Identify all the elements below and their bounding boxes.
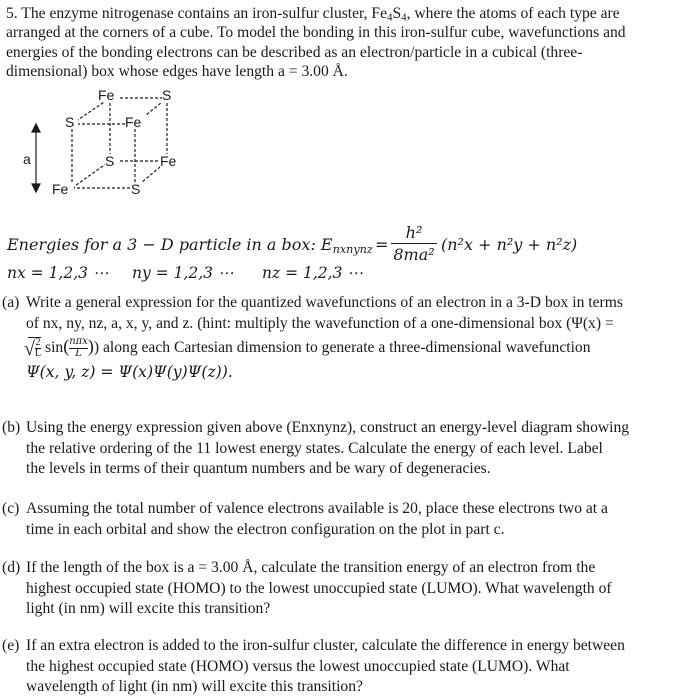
atom-label-s-top-back-right: S	[162, 87, 172, 103]
part-e	[2, 636, 692, 698]
energy-equals: =	[375, 235, 389, 254]
quantum-number-ranges	[7, 264, 363, 282]
edge-length-label: a	[23, 151, 31, 167]
atom-label-s-bottom-back-left: S	[105, 153, 115, 169]
part-d-text-1: If the length of the box is a = 3.00 Å, calculate the transition energy of an electron from the	[26, 559, 596, 576]
nz-range: nz = 1,2,3 ⋯	[262, 264, 363, 282]
atom-label-fe-bottom-back-right: Fe	[160, 153, 177, 169]
energy-fraction	[391, 223, 437, 264]
intro-text-1: 5. The enzyme nitrogenase contains an iron-sulfur cluster, Fe	[6, 5, 388, 22]
atom-label-s-bottom-front-right: S	[131, 181, 141, 197]
sqrt-expression	[28, 337, 41, 360]
part-b-line-3: the levels in terms of their quantum numbers and be wary of degeneracies.	[26, 460, 491, 477]
intro-line-4: dimensional) box whose edges have length a = 3.00 Å.	[6, 63, 348, 81]
energy-subscript: nxnynz	[332, 242, 373, 256]
part-e-text-1: If an extra electron is added to the iron-sulfur cluster, calculate the difference in energy between	[26, 637, 625, 654]
part-b-line-2: the relative ordering of the 11 lowest energy states. Calculate the energy of each level. Label	[26, 439, 603, 457]
part-b-text-1: Using the energy expression given above (Enxnynz), construct an energy-level diagram showing	[26, 419, 630, 436]
nx-range: nx = 1,2,3 ⋯	[7, 264, 109, 282]
intro-line-3: energies of the bonding electrons can be described as an electron/particle in a cubical (three-	[6, 43, 583, 61]
part-d-line-3: light (in nm) will excite this transition?	[26, 600, 271, 617]
part-a-text-3: ) along each Cartesian dimension to generate a three-dimensional wavefunction	[93, 339, 591, 356]
intro-text-1-end: , where the atoms of each type are	[406, 5, 620, 22]
part-d-label: (d)	[2, 559, 21, 576]
part-a-line-3: √ $\frac{2}{L} \sin$( nπx L )) along each Cartesian dimension to generate a three-dimensional wavefunction	[2, 334, 692, 362]
problem-intro	[6, 4, 694, 82]
sin-argument-denominator: L	[75, 347, 82, 359]
part-a-text-1: Write a general expression for the quantized wavefunctions of an electron in a 3-D box in terms	[26, 294, 623, 311]
atom-label-s-top-front-left: S	[65, 114, 75, 130]
part-d-line-1	[2, 558, 692, 579]
part-e-line-2: the highest occupied state (HOMO) versus the lowest unoccupied state (LUMO). What	[26, 657, 570, 675]
sin-argument	[69, 337, 88, 359]
intro-line-2: arranged at the corners of a cube. To model the bonding in this iron-sulfur cube, wavefunctions and	[6, 24, 626, 42]
part-d-line-2: highest occupied state (HOMO) to the lowest unoccupied state (LUMO). What wavelength of	[26, 579, 612, 597]
part-a	[2, 293, 692, 382]
part-e-line-3: wavelength of light (in nm) will excite this transition?	[26, 678, 363, 695]
iron-sulfur-cube-diagram	[20, 84, 220, 214]
energy-denominator: 8ma²	[393, 245, 435, 264]
part-d	[2, 558, 692, 620]
part-a-label: (a)	[2, 294, 20, 311]
part-b-label: (b)	[2, 419, 21, 436]
arrow-head-up-icon	[32, 124, 40, 132]
fe-subscript: 4	[387, 11, 393, 24]
part-a-line-2: of nx, ny, nz, a, x, y, and z. (hint: multiply the wavefunction of a one-dimensional box (Ψ(x) =	[26, 314, 614, 332]
sqrt-numerator: √ 2	[35, 336, 41, 348]
part-c-label: (c)	[2, 500, 20, 517]
intro-line-1	[6, 4, 694, 23]
sin-function: sin	[45, 339, 64, 356]
sqrt-fraction	[35, 338, 41, 360]
energy-lead-text: Energies for a 3 − D particle in a box: E	[7, 235, 333, 254]
energy-lead	[7, 235, 373, 254]
part-a-line-4: Ψ(x, y, z) = Ψ(x)Ψ(y)Ψ(z)).	[26, 362, 233, 381]
part-c-line-1	[2, 499, 692, 520]
atom-label-fe-top-front-right: Fe	[125, 114, 142, 130]
part-a-line-1	[2, 293, 692, 314]
part-b	[2, 418, 692, 480]
s-subscript: 4	[401, 11, 407, 24]
arrow-head-down-icon	[32, 184, 40, 192]
energy-numerator: h²	[391, 223, 437, 244]
sqrt-denominator: L	[35, 348, 42, 360]
ny-range: ny = 1,2,3 ⋯	[132, 264, 234, 282]
energy-quantum-sum: (n²x + n²y + n²z)	[441, 235, 578, 254]
part-b-line-1	[2, 418, 692, 439]
part-c-text-1: Assuming the total number of valence electrons available is 20, place these electrons two at a	[26, 500, 608, 517]
sin-argument-numerator: nπx	[69, 336, 88, 348]
part-e-label: (e)	[2, 637, 20, 654]
part-e-line-1	[2, 636, 692, 657]
atom-label-fe-top-back-left: Fe	[98, 87, 115, 103]
part-c-line-2: time in each orbital and show the electron configuration on the plot in part c.	[26, 520, 505, 538]
sulfur-symbol: S	[392, 5, 402, 22]
atom-label-fe-bottom-front-left: Fe	[52, 181, 69, 197]
part-c	[2, 499, 692, 540]
